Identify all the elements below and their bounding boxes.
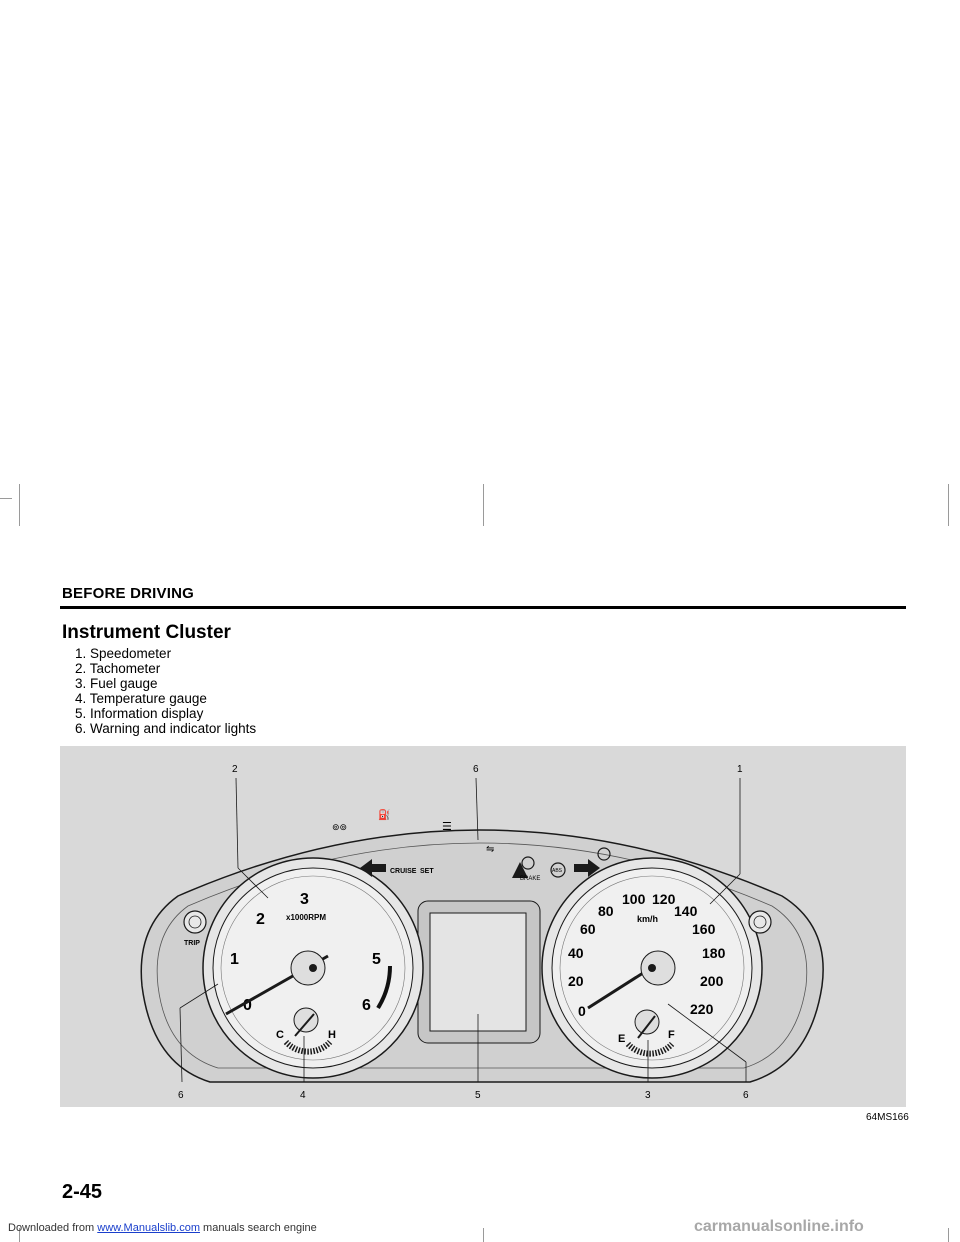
speedometer <box>542 858 762 1078</box>
speedometer-tick-label: 120 <box>652 891 676 907</box>
crop-mark <box>19 484 20 526</box>
rear-fog-icon: ⛽ <box>378 810 391 821</box>
reset-knob <box>749 911 771 933</box>
legend-item: 5. Information display <box>75 706 204 721</box>
speedometer-tick-label: 0 <box>578 1003 586 1019</box>
speedometer-tick-label: 60 <box>580 921 596 937</box>
legend-item: 4. Temperature gauge <box>75 691 207 706</box>
legend-item: 6. Warning and indicator lights <box>75 721 257 736</box>
speedometer-tick-label: 20 <box>568 973 584 989</box>
callout-tachometer: 2 <box>232 764 238 775</box>
speedometer-tick-label: 100 <box>622 891 646 907</box>
tachometer-tick-label: 6 <box>362 997 371 1014</box>
callout-warning-right: 6 <box>743 1090 749 1101</box>
speedometer-tick-label: 200 <box>700 973 724 989</box>
set-indicator: SET <box>420 868 434 875</box>
temp-hot-label: H <box>328 1029 336 1041</box>
crop-mark <box>483 1228 484 1242</box>
section-header: BEFORE DRIVING <box>62 585 194 602</box>
callout-display: 5 <box>475 1090 481 1101</box>
speedometer-tick-label: 220 <box>690 1001 714 1017</box>
crop-mark <box>0 498 12 499</box>
fuel-empty-label: E <box>618 1033 626 1045</box>
info-display <box>430 913 526 1031</box>
fuel-full-label: F <box>668 1029 675 1041</box>
temp-cold-label: C <box>276 1029 284 1041</box>
instrument-cluster-figure <box>60 746 906 1107</box>
callout-speedometer: 1 <box>737 764 743 775</box>
tachometer-tick-label: 1 <box>230 951 239 968</box>
callout-warning-left: 6 <box>178 1090 184 1101</box>
speedometer-unit: km/h <box>637 914 659 924</box>
crop-mark <box>483 484 484 526</box>
speedometer-tick-label: 140 <box>674 903 698 919</box>
trip-label: TRIP <box>184 940 200 947</box>
speedometer-tick-label: 40 <box>568 945 584 961</box>
brake-indicator: BRAKE <box>520 876 541 882</box>
callout-temperature: 4 <box>300 1090 306 1101</box>
header-rule <box>60 606 906 609</box>
manualslib-link[interactable]: www.Manualslib.com <box>97 1222 200 1234</box>
high-beam-icon: ☰ <box>442 820 452 833</box>
legend-item: 3. Fuel gauge <box>75 676 158 691</box>
watermark: carmanualsonline.info <box>694 1218 864 1235</box>
front-fog-icon: ⇋ <box>486 844 495 855</box>
tachometer <box>203 858 423 1078</box>
abs-indicator: ABS <box>552 868 563 874</box>
trip-knob <box>184 911 206 933</box>
tachometer-tick-label: 2 <box>256 911 265 928</box>
callout-warning-top: 6 <box>473 764 479 775</box>
cluster-illustration <box>60 746 906 1107</box>
cruise-indicator: CRUISE <box>390 868 417 875</box>
callout-fuel: 3 <box>645 1090 651 1101</box>
legend-item: 1. Speedometer <box>75 646 172 661</box>
legend-list <box>75 646 256 736</box>
speedometer-tick-label: 160 <box>692 921 716 937</box>
legend-item: 2. Tachometer <box>75 661 161 676</box>
crop-mark <box>948 1228 949 1242</box>
download-prefix: Downloaded from <box>8 1222 95 1234</box>
download-footer <box>8 1222 317 1234</box>
tachometer-tick-label: 0 <box>243 997 252 1014</box>
speedometer-tick-label: 180 <box>702 945 726 961</box>
page-title: Instrument Cluster <box>62 622 231 643</box>
page-number: 2-45 <box>62 1181 103 1203</box>
figure-code: 64MS166 <box>866 1112 909 1123</box>
tachometer-tick-label: 3 <box>300 891 309 908</box>
tachometer-unit: x1000RPM <box>286 913 327 922</box>
crop-mark <box>948 484 949 526</box>
speedometer-tick-label: 80 <box>598 903 614 919</box>
glow-plug-icon: ⊚⊚ <box>332 823 348 833</box>
download-suffix: manuals search engine <box>203 1222 317 1234</box>
tachometer-tick-label: 5 <box>372 951 381 968</box>
